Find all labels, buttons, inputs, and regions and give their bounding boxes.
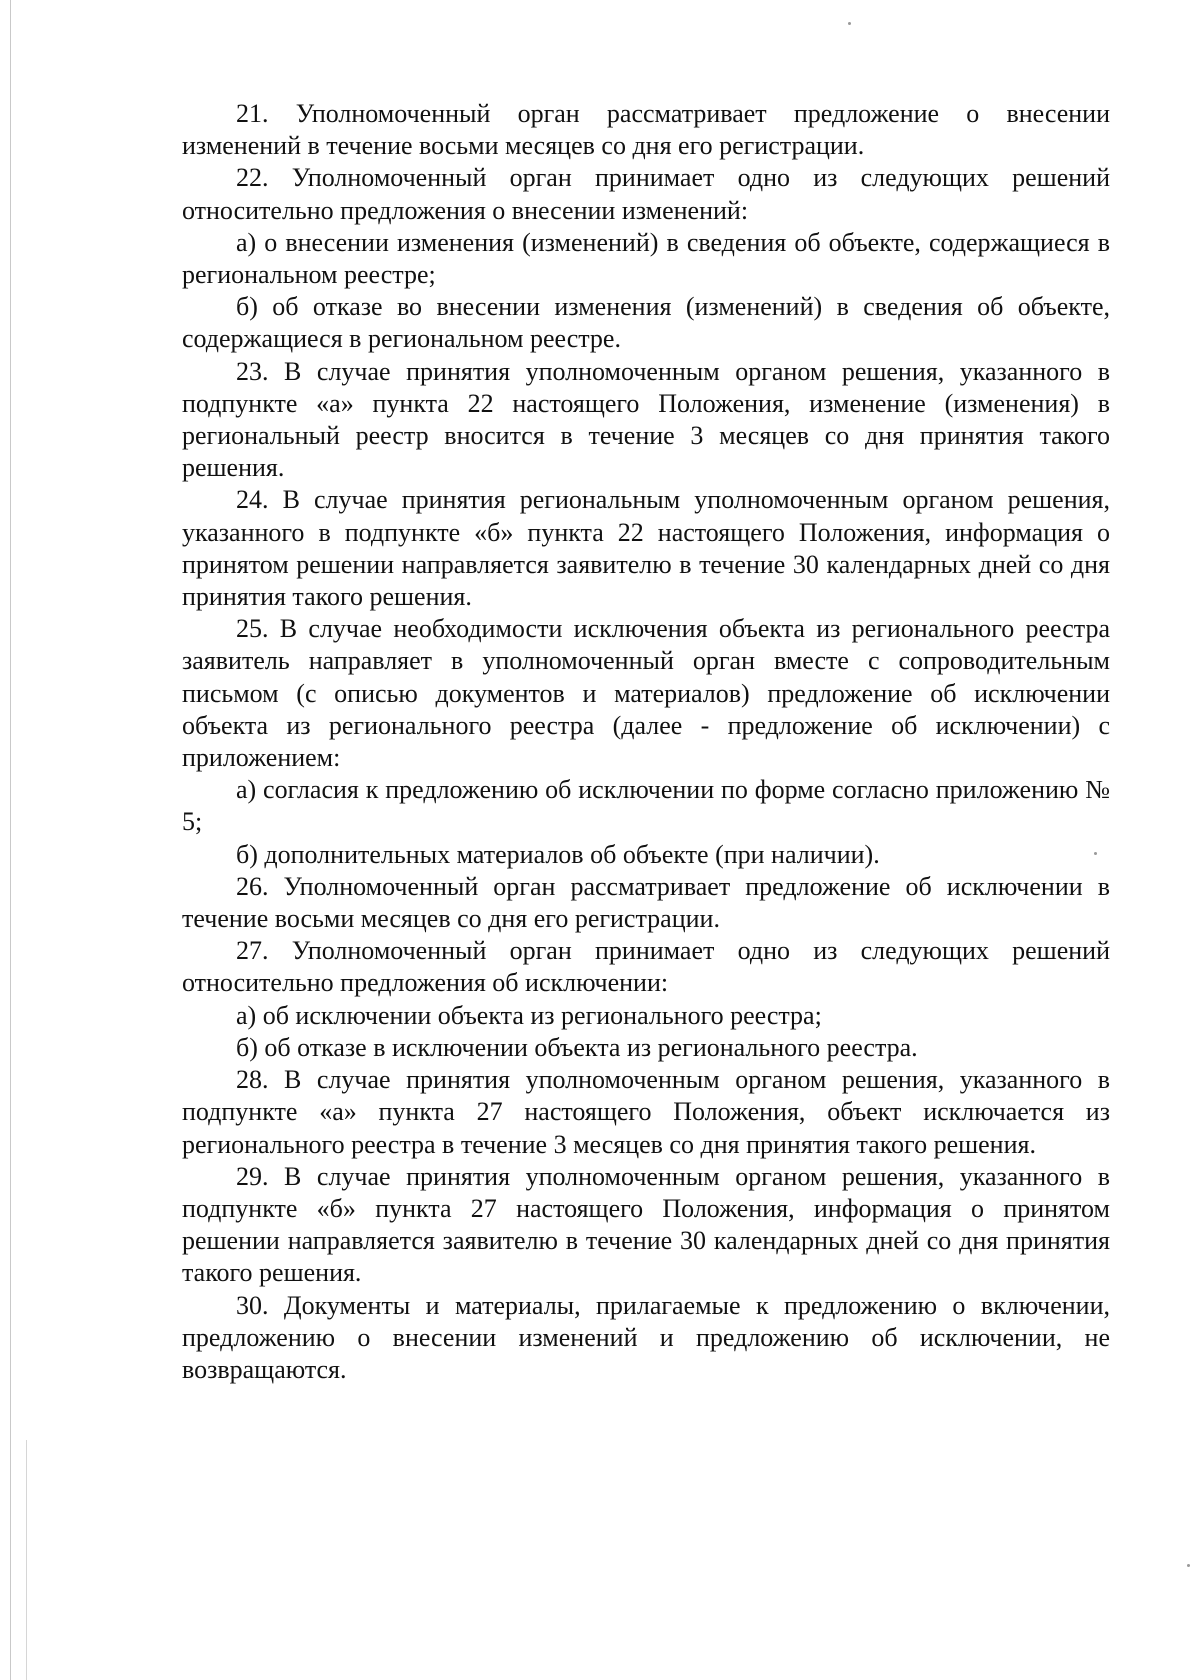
scan-speck: [1187, 1564, 1190, 1567]
paragraph-24: 24. В случае принятия региональным уполномоченным органом решения, указанного в подпункте «б» пункта 22 настоящего Положения, информация о принятом решении направляется заявителю в течение 30 календарных дней со дня принятия такого решения.: [182, 485, 1110, 612]
paragraph-25-b: б) дополнительных материалов об объекте (при наличии).: [236, 839, 880, 869]
document-page: [182, 98, 1110, 1386]
scan-lower-edge: [26, 1440, 27, 1680]
paragraph-28: 28. В случае принятия уполномоченным органом решения, указанного в подпункте «а» пункта 27 настоящего Положения, объект исключается из регионального реестра в течение 3 месяцев со дня принятия такого решения.: [182, 1065, 1110, 1159]
paragraph-26: 26. Уполномоченный орган рассматривает предложение об исключении в течение восьми месяцев со дня его регистрации.: [182, 871, 1110, 934]
paragraph-27: 27. Уполномоченный орган принимает одно из следующих решений относительно предложения об исключении:: [182, 936, 1110, 998]
paragraph-21: 21. Уполномоченный орган рассматривает предложение о внесении изменений в течение восьми месяцев со дня его регистрации.: [182, 99, 1110, 161]
paragraph-27-a: а) об исключении объекта из регионального реестра;: [236, 1000, 822, 1030]
paragraph-22-a: а) о внесении изменения (изменений) в сведения об объекте, содержащиеся в региональном реестре;: [182, 227, 1110, 290]
paragraph-25: 25. В случае необходимости исключения объекта из регионального реестра заявитель направляет в уполномоченный орган вместе с сопроводительным письмом (с описью документов и материалов) предложение об исключении объекта из регионального реестра (далее - предложение об исключении) с приложением:: [182, 614, 1110, 773]
scan-left-edge: [10, 0, 11, 1680]
paragraph-29: 29. В случае принятия уполномоченным органом решения, указанного в подпункте «б» пункта 27 настоящего Положения, информация о принятом решении направляется заявителю в течение 30 календарных дней со дня принятия такого решения.: [182, 1161, 1110, 1288]
paragraph-22-b: б) об отказе во внесении изменения (изменений) в сведения об объекте, содержащиеся в региональном реестре.: [182, 292, 1110, 354]
paragraph-27-b: б) об отказе в исключении объекта из регионального реестра.: [236, 1032, 918, 1062]
paragraph-23: 23. В случае принятия уполномоченным органом решения, указанного в подпункте «а» пункта 22 настоящего Положения, изменение (изменения) в региональный реестр вносится в течение 3 месяцев со дня принятия такого решения.: [182, 356, 1110, 483]
paragraph-30: 30. Документы и материалы, прилагаемые к предложению о включении, предложению о внесении изменений и предложению об исключении, не возвращаются.: [182, 1290, 1110, 1384]
scan-speck: [848, 22, 851, 25]
paragraph-22: 22. Уполномоченный орган принимает одно из следующих решений относительно предложения о внесении изменений:: [182, 163, 1110, 225]
paragraph-25-a: а) согласия к предложению об исключении по форме согласно приложению № 5;: [182, 775, 1110, 837]
